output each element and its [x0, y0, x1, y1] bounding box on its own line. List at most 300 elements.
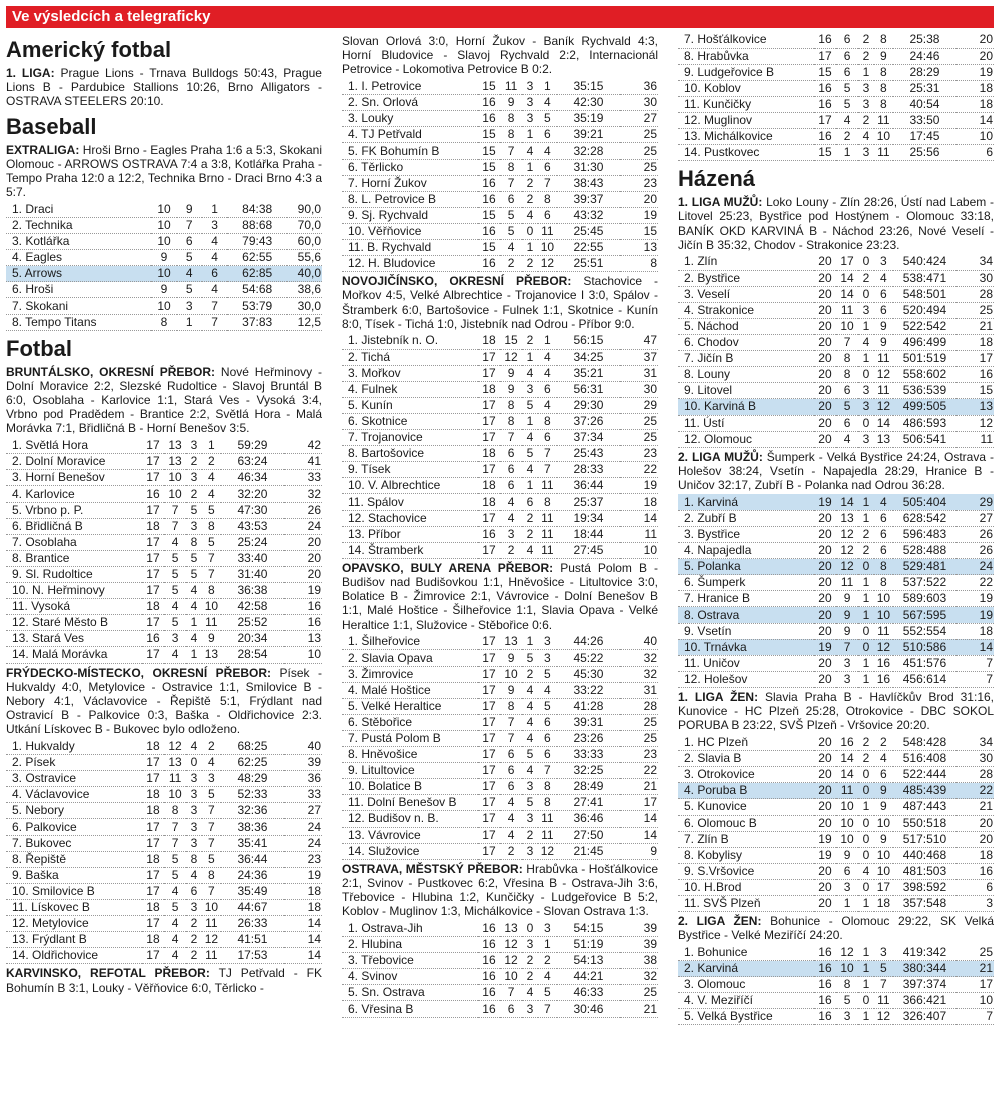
stat-cell: 5 [186, 502, 202, 518]
stat-cell: 7 [500, 143, 522, 159]
points-cell: 20 [956, 815, 994, 831]
stat-cell: 501:519 [893, 351, 956, 367]
team-name: 10. Koblov [678, 80, 814, 96]
stat-cell: 3 [538, 650, 557, 666]
stat-cell: 7 [202, 314, 227, 330]
stat-cell: 6 [500, 462, 522, 478]
standings-row [342, 714, 658, 730]
standings-row [342, 207, 658, 223]
team-name: 4. Strakonice [678, 302, 814, 318]
stat-cell: 45:30 [557, 666, 620, 682]
stat-cell: 37:26 [557, 414, 620, 430]
match-results-text: Hrabůvka - Hošťálkovice 2:1, Svinov - Pustkovec 6:2, Vřesina B - Ostrava-Jih 3:6, Třebovice - Hlubina 1:2, Kunčičky - Ludgeřovice B 5:2, Koblov - Muglinov 1:3, Michálkovice - Slovan Ostrava 1:3. [342, 861, 658, 919]
team-name: 6. Břidličná B [6, 518, 142, 534]
stat-cell: 2 [522, 827, 538, 843]
stat-cell: 17 [478, 730, 500, 746]
stat-cell: 36:46 [557, 811, 620, 827]
stat-cell: 79:43 [227, 234, 287, 250]
standings-row [6, 438, 322, 454]
stat-cell: 1 [538, 937, 557, 953]
standings-row [678, 879, 994, 895]
stat-cell: 45:22 [557, 650, 620, 666]
points-cell: 26 [284, 502, 322, 518]
standings-row [678, 1009, 994, 1025]
points-cell: 20 [620, 191, 658, 207]
team-name: 7. Jičín B [678, 351, 814, 367]
stat-cell: 4 [186, 739, 202, 755]
stat-cell: 2 [522, 175, 538, 191]
team-name: 12. Olomouc [678, 431, 814, 447]
standings-row [6, 550, 322, 566]
stat-cell: 5 [186, 566, 202, 582]
team-name: 6. Vřesina B [342, 1001, 478, 1017]
stat-cell: 3 [522, 79, 538, 95]
points-cell: 30 [956, 270, 994, 286]
stat-cell: 5 [538, 111, 557, 127]
team-name: 3. Kotlářka [6, 234, 151, 250]
stat-cell: 14 [836, 286, 858, 302]
points-cell: 25 [620, 730, 658, 746]
stat-cell: 10 [836, 799, 858, 815]
team-name: 4. Václavovice [6, 787, 142, 803]
stat-cell: 2 [500, 843, 522, 859]
team-name: 7. Bukovec [6, 835, 142, 851]
stat-cell: 84:38 [227, 201, 287, 217]
section-header-bar [6, 6, 994, 28]
stat-cell: 1 [202, 438, 221, 454]
standings-row [6, 583, 322, 599]
standings-row [342, 240, 658, 256]
points-cell: 19 [284, 867, 322, 883]
stat-cell: 1 [858, 607, 874, 623]
points-cell: 6 [956, 879, 994, 895]
stat-cell: 1 [522, 478, 538, 494]
points-cell: 30 [956, 751, 994, 767]
stat-cell: 8 [538, 779, 557, 795]
stat-cell: 2 [522, 526, 538, 542]
stat-cell: 16 [478, 937, 500, 953]
stat-cell: 9 [500, 650, 522, 666]
points-cell: 10 [956, 993, 994, 1009]
points-cell: 14 [284, 948, 322, 964]
team-name: 11. Ústí [678, 415, 814, 431]
stat-cell: 17 [478, 397, 500, 413]
stat-cell: 10 [151, 234, 176, 250]
stat-cell: 3 [522, 843, 538, 859]
stat-cell: 11 [538, 510, 557, 526]
team-name: 10. H.Brod [678, 879, 814, 895]
standings-row [342, 143, 658, 159]
stat-cell: 6 [874, 526, 893, 542]
team-name: 7. Pustá Polom B [342, 730, 478, 746]
stat-cell: 19:34 [557, 510, 620, 526]
stat-cell: 10 [874, 847, 893, 863]
team-name: 8. Louny [678, 367, 814, 383]
stat-cell: 6 [538, 730, 557, 746]
stat-cell: 486:593 [893, 415, 956, 431]
standings-row [342, 843, 658, 859]
points-cell: 20 [284, 550, 322, 566]
stat-cell: 3 [186, 803, 202, 819]
stat-cell: 357:548 [893, 895, 956, 911]
stat-cell: 485:439 [893, 783, 956, 799]
stat-cell: 5 [836, 96, 858, 112]
stat-cell: 10 [836, 318, 858, 334]
points-cell: 22 [956, 575, 994, 591]
stat-cell: 9 [874, 335, 893, 351]
stat-cell: 528:488 [893, 543, 956, 559]
stat-cell: 15 [478, 159, 500, 175]
stat-cell: 52:33 [221, 787, 284, 803]
standings-row [342, 1001, 658, 1017]
stat-cell: 4 [522, 542, 538, 558]
points-cell: 21 [956, 318, 994, 334]
standings-row [6, 566, 322, 582]
stat-cell: 7 [538, 1001, 557, 1017]
stat-cell: 20 [814, 270, 836, 286]
stat-cell: 21:45 [557, 843, 620, 859]
team-name: 4. Svinov [342, 969, 478, 985]
standings-row [6, 534, 322, 550]
stat-cell: 7 [164, 835, 186, 851]
stat-cell: 4 [836, 112, 858, 128]
stat-cell: 11 [874, 383, 893, 399]
stat-cell: 16 [478, 175, 500, 191]
competition-name: 1. LIGA ŽEN: [678, 689, 759, 704]
stat-cell: 10 [538, 240, 557, 256]
team-name: 2. Technika [6, 218, 151, 234]
stat-cell: 0 [858, 815, 874, 831]
standings-row [678, 655, 994, 671]
points-cell: 25 [620, 127, 658, 143]
points-cell: 18 [956, 623, 994, 639]
stat-cell: 19 [814, 494, 836, 510]
stat-cell: 13 [164, 438, 186, 454]
stat-cell: 1 [522, 127, 538, 143]
stat-cell: 1 [522, 240, 538, 256]
stat-cell: 20:34 [221, 631, 284, 647]
standings-row [678, 559, 994, 575]
stat-cell: 397:374 [893, 977, 956, 993]
stat-cell: 1 [858, 510, 874, 526]
team-name: 9. Sl. Rudoltice [6, 566, 142, 582]
stat-cell: 2 [522, 256, 538, 272]
points-cell: 34 [956, 254, 994, 270]
standings-table [678, 254, 994, 448]
stat-cell: 20 [814, 302, 836, 318]
standings-row [342, 811, 658, 827]
stat-cell: 506:541 [893, 431, 956, 447]
points-cell: 19 [620, 207, 658, 223]
stat-cell: 552:554 [893, 623, 956, 639]
stat-cell: 19 [814, 847, 836, 863]
stat-cell: 7 [177, 218, 202, 234]
points-cell: 29 [620, 397, 658, 413]
stat-cell: 42:58 [221, 599, 284, 615]
stat-cell: 5 [164, 550, 186, 566]
team-name: 2. Zubří B [678, 510, 814, 526]
team-name: 2. Karviná [678, 961, 814, 977]
results-paragraph [342, 862, 658, 919]
stat-cell: 44:67 [221, 899, 284, 915]
standings-row [678, 977, 994, 993]
stat-cell: 36:44 [221, 851, 284, 867]
stat-cell: 6 [836, 64, 858, 80]
standings-row [342, 666, 658, 682]
stat-cell: 8 [538, 795, 557, 811]
team-name: 6. Olomouc B [678, 815, 814, 831]
standings-row [6, 298, 322, 314]
match-results-text: Nové Heřminovy - Dolní Moravice 2:2, Slezské Rudoltice - Slavoj Bruntál B 6:0, Osoblaha - Karlovice 1:1, Stará Ves - Vysoká 3:4, Vrbno pod Pradědem - Brantice 2:2, Světlá Hora - Malá Morávka 7:1, Břidličná B - Horní Benešov 3:5. [6, 364, 322, 436]
stat-cell: 17 [142, 755, 164, 771]
standings-row [342, 921, 658, 937]
points-cell: 11 [956, 431, 994, 447]
stat-cell: 8 [836, 351, 858, 367]
points-cell: 30,0 [287, 298, 322, 314]
stat-cell: 517:510 [893, 831, 956, 847]
stat-cell: 20 [814, 510, 836, 526]
stat-cell: 17 [478, 430, 500, 446]
stat-cell: 7 [538, 175, 557, 191]
team-name: 3. Otrokovice [678, 767, 814, 783]
points-cell: 27 [284, 803, 322, 819]
points-cell: 23 [284, 851, 322, 867]
stat-cell: 0 [858, 254, 874, 270]
points-cell: 14 [620, 811, 658, 827]
points-cell: 7 [956, 671, 994, 687]
stat-cell: 3 [858, 96, 874, 112]
stat-cell: 3 [186, 787, 202, 803]
stat-cell: 12 [874, 399, 893, 415]
points-cell: 17 [956, 351, 994, 367]
team-name: 9. S.Vršovice [678, 863, 814, 879]
team-name: 7. Trojanovice [342, 430, 478, 446]
points-cell: 32 [284, 486, 322, 502]
team-name: 2. Slavia B [678, 751, 814, 767]
stat-cell: 4 [522, 698, 538, 714]
standings-row [6, 201, 322, 217]
stat-cell: 10 [874, 129, 893, 145]
team-name: 8. Hrabůvka [678, 48, 814, 64]
points-cell: 33 [284, 470, 322, 486]
stat-cell: 20 [814, 318, 836, 334]
stat-cell: 31:40 [221, 566, 284, 582]
team-name: 7. Horní Žukov [342, 175, 478, 191]
stat-cell: 9 [836, 847, 858, 863]
stat-cell: 6 [500, 446, 522, 462]
stat-cell: 20 [814, 655, 836, 671]
team-name: 6. Těrlicko [342, 159, 478, 175]
points-cell: 26 [956, 543, 994, 559]
stat-cell: 16 [478, 985, 500, 1001]
stat-cell: 2 [858, 270, 874, 286]
stat-cell: 4 [500, 494, 522, 510]
stat-cell: 5 [874, 961, 893, 977]
stat-cell: 17 [478, 365, 500, 381]
stat-cell: 20 [814, 751, 836, 767]
team-name: 6. Chodov [678, 335, 814, 351]
team-name: 1. Světlá Hora [6, 438, 142, 454]
stat-cell: 0 [858, 286, 874, 302]
stat-cell: 36:38 [221, 583, 284, 599]
stat-cell: 4 [874, 751, 893, 767]
stat-cell: 5 [538, 985, 557, 1001]
stat-cell: 20 [814, 879, 836, 895]
stat-cell: 4 [522, 430, 538, 446]
stat-cell: 8 [202, 583, 221, 599]
team-name: 5. Vrbno p. P. [6, 502, 142, 518]
stat-cell: 4 [522, 985, 538, 1001]
stat-cell: 7 [500, 730, 522, 746]
competition-name: OPAVSKO, BULY ARENA PŘEBOR: [342, 560, 554, 575]
competition-name: KARVINSKO, REFOTAL PŘEBOR: [6, 966, 210, 981]
stat-cell: 34:25 [557, 349, 620, 365]
points-cell: 32 [620, 666, 658, 682]
stat-cell: 13 [500, 634, 522, 650]
stat-cell: 13 [164, 454, 186, 470]
stat-cell: 12 [874, 639, 893, 655]
stat-cell: 5 [522, 397, 538, 413]
stat-cell: 10 [164, 787, 186, 803]
points-cell: 22 [620, 462, 658, 478]
stat-cell: 11 [202, 916, 221, 932]
stat-cell: 9 [836, 607, 858, 623]
stat-cell: 12 [202, 932, 221, 948]
stat-cell: 20 [814, 895, 836, 911]
stat-cell: 54:15 [557, 921, 620, 937]
results-paragraph [6, 143, 322, 200]
points-cell: 25 [620, 430, 658, 446]
stat-cell: 8 [500, 111, 522, 127]
stat-cell: 39:21 [557, 127, 620, 143]
stat-cell: 12 [836, 944, 858, 960]
stat-cell: 4 [874, 270, 893, 286]
standings-row [342, 397, 658, 413]
team-name: 4. Fulnek [342, 381, 478, 397]
stat-cell: 5 [164, 899, 186, 915]
stat-cell: 1 [858, 895, 874, 911]
team-name: 8. Hněvošice [342, 747, 478, 763]
stat-cell: 2 [538, 953, 557, 969]
stat-cell: 18 [142, 899, 164, 915]
team-name: 4. Poruba B [678, 783, 814, 799]
stat-cell: 5 [538, 666, 557, 682]
stat-cell: 6 [836, 863, 858, 879]
stat-cell: 3 [186, 835, 202, 851]
team-name: 5. Kunín [342, 397, 478, 413]
stat-cell: 17 [478, 462, 500, 478]
stat-cell: 4 [202, 486, 221, 502]
team-name: 10. N. Heřminovy [6, 583, 142, 599]
stat-cell: 44:26 [557, 634, 620, 650]
stat-cell: 11 [874, 623, 893, 639]
stat-cell: 0 [522, 921, 538, 937]
points-cell: 18 [956, 80, 994, 96]
stat-cell: 6 [874, 286, 893, 302]
standings-row [678, 671, 994, 687]
stat-cell: 15 [478, 143, 500, 159]
stat-cell: 25:45 [557, 223, 620, 239]
stat-cell: 4 [202, 234, 227, 250]
points-cell: 39 [620, 937, 658, 953]
competition-name: OSTRAVA, MĚSTSKÝ PŘEBOR: [342, 861, 523, 876]
stat-cell: 2 [836, 129, 858, 145]
team-name: 1. Hukvaldy [6, 739, 142, 755]
stat-cell: 5 [177, 282, 202, 298]
team-name: 8. Bartošovice [342, 446, 478, 462]
points-cell: 47 [620, 333, 658, 349]
points-cell: 70,0 [287, 218, 322, 234]
stat-cell: 6 [836, 32, 858, 48]
team-name: 3. Veselí [678, 286, 814, 302]
points-cell: 14 [284, 932, 322, 948]
stat-cell: 4 [186, 867, 202, 883]
stat-cell: 2 [858, 526, 874, 542]
stat-cell: 0 [858, 879, 874, 895]
standings-row [342, 730, 658, 746]
stat-cell: 5 [202, 502, 221, 518]
stat-cell: 63:24 [221, 454, 284, 470]
standings-row [678, 944, 994, 960]
points-cell: 13 [956, 399, 994, 415]
stat-cell: 4 [202, 282, 227, 298]
team-name: 14. Oldřichovice [6, 948, 142, 964]
stat-cell: 16 [478, 191, 500, 207]
stat-cell: 0 [858, 415, 874, 431]
stat-cell: 36:44 [557, 478, 620, 494]
stat-cell: 56:15 [557, 333, 620, 349]
points-cell: 26 [956, 526, 994, 542]
points-cell: 10 [620, 542, 658, 558]
standings-row [678, 575, 994, 591]
stat-cell: 11 [874, 351, 893, 367]
match-results-text: Šumperk - Velká Bystřice 24:24, Ostrava - Holešov 38:24, Vsetín - Napajedla 28:29, Hranice B - Uničov 32:17, Zubří B - Polanka nad Odrou 36:28. [678, 449, 994, 493]
stat-cell: 2 [858, 48, 874, 64]
stat-cell: 3 [874, 254, 893, 270]
stat-cell: 18:44 [557, 526, 620, 542]
match-results-text: TJ Petřvald - FK Bohumín B 3:1, Louky - Věřňovice 6:0, Těrlicko - [6, 966, 322, 995]
stat-cell: 17 [478, 682, 500, 698]
match-results-text: Bohunice - Olomouc 29:22, SK Velká Bystřice - Velké Meziříčí 24:20. [678, 914, 994, 943]
stat-cell: 16 [478, 921, 500, 937]
points-cell: 21 [956, 961, 994, 977]
standings-row [342, 953, 658, 969]
stat-cell: 8 [500, 127, 522, 143]
points-cell: 19 [620, 478, 658, 494]
standings-row [342, 795, 658, 811]
stat-cell: 7 [202, 550, 221, 566]
stat-cell: 12 [836, 526, 858, 542]
stat-cell: 20 [814, 431, 836, 447]
stat-cell: 1 [858, 318, 874, 334]
stat-cell: 8 [874, 559, 893, 575]
stat-cell: 10 [500, 969, 522, 985]
stat-cell: 380:344 [893, 961, 956, 977]
stat-cell: 8 [538, 494, 557, 510]
points-cell: 15 [956, 383, 994, 399]
standings-row [678, 494, 994, 510]
match-results-text: Hroši Brno - Eagles Praha 1:6 a 5:3, Skokani Olomouc - ARROWS OSTRAVA 7:4 a 3:8, Kotlářka Praha - Tempo Praha 12:0 a 12:2, Technika Brno - Draci Brno 4:3 a 5:7. [6, 142, 322, 200]
points-cell: 40 [284, 739, 322, 755]
stat-cell: 451:576 [893, 655, 956, 671]
stat-cell: 1 [858, 977, 874, 993]
stat-cell: 12 [874, 367, 893, 383]
stat-cell: 17 [142, 566, 164, 582]
stat-cell: 16 [814, 80, 836, 96]
stat-cell: 17 [478, 542, 500, 558]
points-cell: 25 [956, 302, 994, 318]
standings-row [6, 739, 322, 755]
